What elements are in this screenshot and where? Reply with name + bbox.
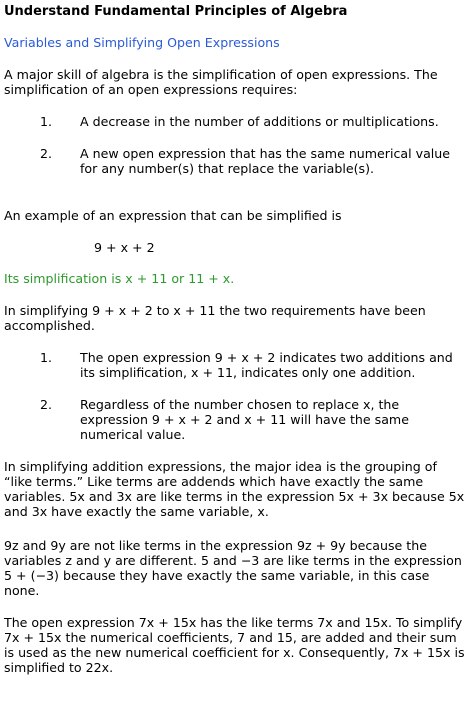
requirement-number-2: 2.: [40, 146, 53, 161]
intro-paragraph: A major skill of algebra is the simplification of open expressions. The simplification of an open expressions requires:: [4, 67, 438, 97]
explanation-text-1: The open expression 9 + x + 2 indicates two additions and its simplification, x + 11, indicates only one addition.: [80, 350, 453, 380]
simplification-line: Its simplification is x + 11 or 11 + x.: [4, 271, 235, 286]
requirement-number-1: 1.: [40, 114, 53, 129]
explanation-number-2: 2.: [40, 397, 53, 412]
coefficient-example-paragraph: The open expression 7x + 15x has the like terms 7x and 15x. To simplify 7x + 15x the numerical coefficients, 7 and 15, are added and their sum is used as the new numerical coefficient for x. Consequently, 7x + 15x is simplified to 22x.: [4, 615, 465, 675]
like-terms-paragraph: In simplifying addition expressions, the major idea is the grouping of “like terms.” Like terms are addends which have exactly the same variables. 5x and 3x are like terms in the expression 5x + 3x because 5x and 3x have exactly the same variable, x.: [4, 459, 465, 519]
requirement-text-2: A new open expression that has the same numerical value for any number(s) that replace the variable(s).: [80, 146, 451, 176]
requirement-text-1: A decrease in the number of additions or multiplications.: [80, 114, 439, 129]
page-title: Understand Fundamental Principles of Algebra: [4, 4, 348, 19]
not-like-terms-paragraph: 9z and 9y are not like terms in the expression 9z + 9y because the variables z and y are different. 5 and −3 are like terms in the expression 5 + (−3) because they have exactly the same variable, in this case none.: [4, 538, 462, 598]
example-expression: 9 + x + 2: [94, 240, 155, 255]
explanation-text-2: Regardless of the number chosen to replace x, the expression 9 + x + 2 and x + 11 will have the same numerical value.: [80, 397, 409, 442]
example-intro: An example of an expression that can be simplified is: [4, 208, 342, 223]
accomplished-paragraph: In simplifying 9 + x + 2 to x + 11 the two requirements have been accomplished.: [4, 303, 426, 333]
section-subtitle: Variables and Simplifying Open Expressions: [4, 35, 280, 50]
explanation-number-1: 1.: [40, 350, 53, 365]
